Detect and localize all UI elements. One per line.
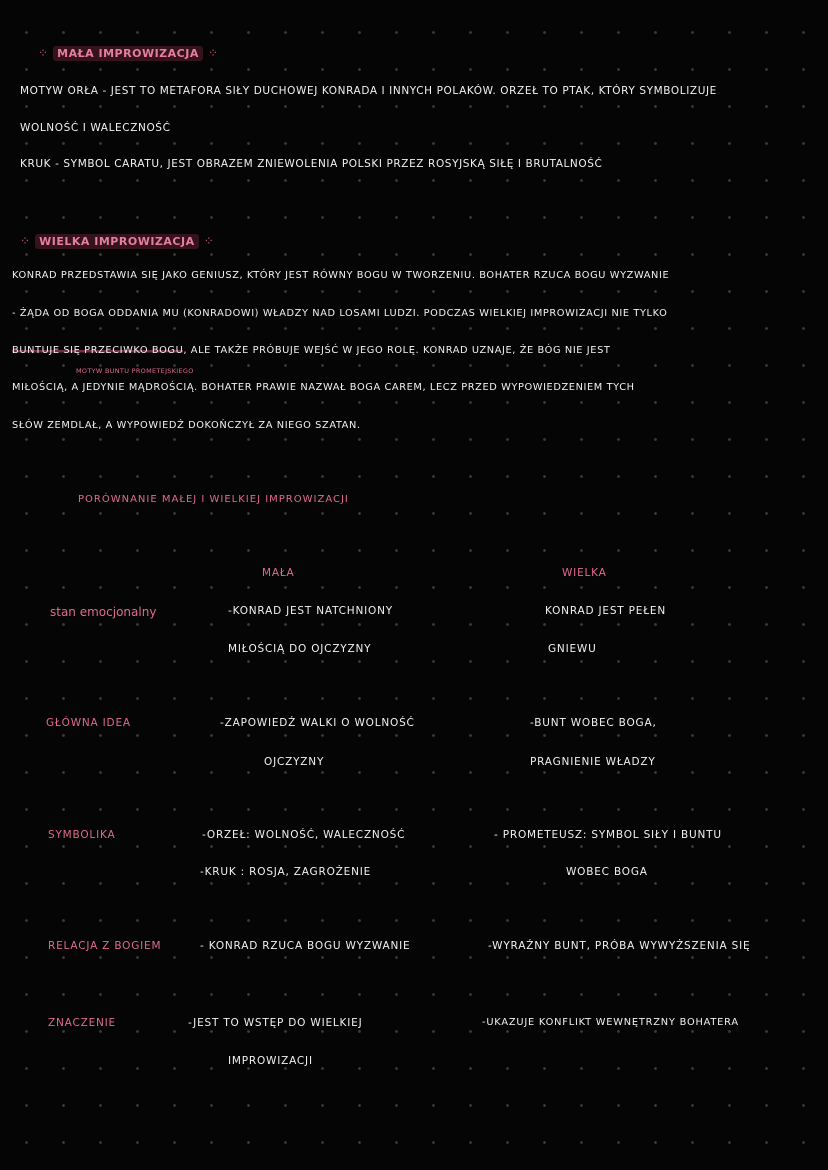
text-line: SŁÓW ZEMDLAŁ, A WYPOWIEDŹ DOKOŃCZYŁ ZA NIEGO SZATAN. — [12, 420, 361, 431]
decoration-icon: ⁘ — [20, 234, 31, 248]
cell-small: -ORZEŁ: WOLNOŚĆ, WALECZNOŚĆ — [202, 829, 406, 841]
cell-small: - KONRAD RZUCA BOGU WYZWANIE — [200, 940, 411, 952]
cell-small: -JEST TO WSTĘP DO WIELKIEJ — [188, 1017, 363, 1029]
text-line: WOLNOŚĆ I WALECZNOŚĆ — [20, 122, 171, 134]
cell-small: -ZAPOWIEDŹ WALKI O WOLNOŚĆ — [220, 717, 415, 729]
row-label: SYMBOLIKA — [48, 829, 116, 841]
text-line: MOTYW ORŁA - JEST TO METAFORA SIŁY DUCHOWEJ KONRADA I INNYCH POLAKÓW. ORZEŁ TO PTAK, KTÓRY SYMBOLIZUJE — [20, 85, 717, 97]
text-line: KRUK - SYMBOL CARATU, JEST OBRAZEM ZNIEWOLENIA POLSKI PRZEZ ROSYJSKĄ SIŁĘ I BRUTALNOŚĆ — [20, 158, 603, 170]
cell-small: MIŁOŚCIĄ DO OJCZYZNY — [228, 643, 372, 655]
decoration-icon: ⁘ — [207, 46, 218, 60]
row-label: GŁÓWNA IDEA — [46, 717, 131, 729]
column-header-great: WIELKA — [562, 567, 607, 579]
cell-great: -UKAZUJE KONFLIKT WEWNĘTRZNY BOHATERA — [482, 1017, 739, 1028]
cell-great: GNIEWU — [548, 643, 597, 655]
text-line: BUNTUJE SIĘ PRZECIWKO BOGU, ALE TAKŻE PRÓBUJE WEJŚĆ W JEGO ROLĘ. KONRAD UZNAJE, ŻE BÓG NIE JEST — [12, 345, 611, 356]
cell-great: - PROMETEUSZ: SYMBOL SIŁY I BUNTU — [494, 829, 722, 841]
cell-great: -WYRAŹNY BUNT, PRÓBA WYWYŻSZENIA SIĘ — [488, 940, 751, 952]
text-line: KONRAD PRZEDSTAWIA SIĘ JAKO GENIUSZ, KTÓRY JEST RÓWNY BOGU W TWORZENIU. BOHATER RZUCA BOGU WYZWANIE — [12, 270, 670, 281]
decoration-icon: ⁘ — [38, 46, 49, 60]
cell-great: -BUNT WOBEC BOGA, — [530, 717, 657, 729]
comparison-title: PORÓWNANIE MAŁEJ I WIELKIEJ IMPROWIZACJI — [78, 494, 349, 505]
text-line: MIŁOŚCIĄ, A JEDYNIE MĄDROŚCIĄ. BOHATER PRAWIE NAZWAŁ BOGA CAREM, LECZ PRZED WYPOWIEDZENIEM TYCH — [12, 382, 635, 393]
annotation-note: MOTYW BUNTU PROMETEJSKIEGO — [76, 367, 194, 375]
cell-small: -KRUK : ROSJA, ZAGROŻENIE — [200, 866, 372, 878]
cell-small: -KONRAD JEST NATCHNIONY — [228, 605, 393, 617]
decoration-icon: ⁘ — [203, 234, 214, 248]
cell-great: PRAGNIENIE WŁADZY — [530, 756, 656, 768]
row-label: RELACJA Z BOGIEM — [48, 940, 162, 952]
row-label: stan emocjonalny — [50, 605, 157, 619]
section-title-small: ⁘ MAŁA IMPROWIZACJA ⁘ — [38, 46, 218, 60]
cell-great: KONRAD JEST PEŁEN — [545, 605, 667, 617]
section-title-great: ⁘ WIELKA IMPROWIZACJA ⁘ — [20, 234, 214, 248]
cell-great: WOBEC BOGA — [566, 866, 648, 878]
cell-small: OJCZYZNY — [264, 756, 325, 768]
text-line: - ŻĄDA OD BOGA ODDANIA MU (KONRADOWI) WŁADZY NAD LOSAMI LUDZI. PODCZAS WIELKIEJ IMPROWIZACJI NIE TYLKO — [12, 308, 668, 319]
row-label: ZNACZENIE — [48, 1017, 116, 1029]
column-header-small: MAŁA — [262, 567, 295, 579]
cell-small: IMPROWIZACJI — [228, 1055, 313, 1067]
highlighted-phrase: BUNTUJE SIĘ PRZECIWKO BOGU — [12, 345, 184, 356]
